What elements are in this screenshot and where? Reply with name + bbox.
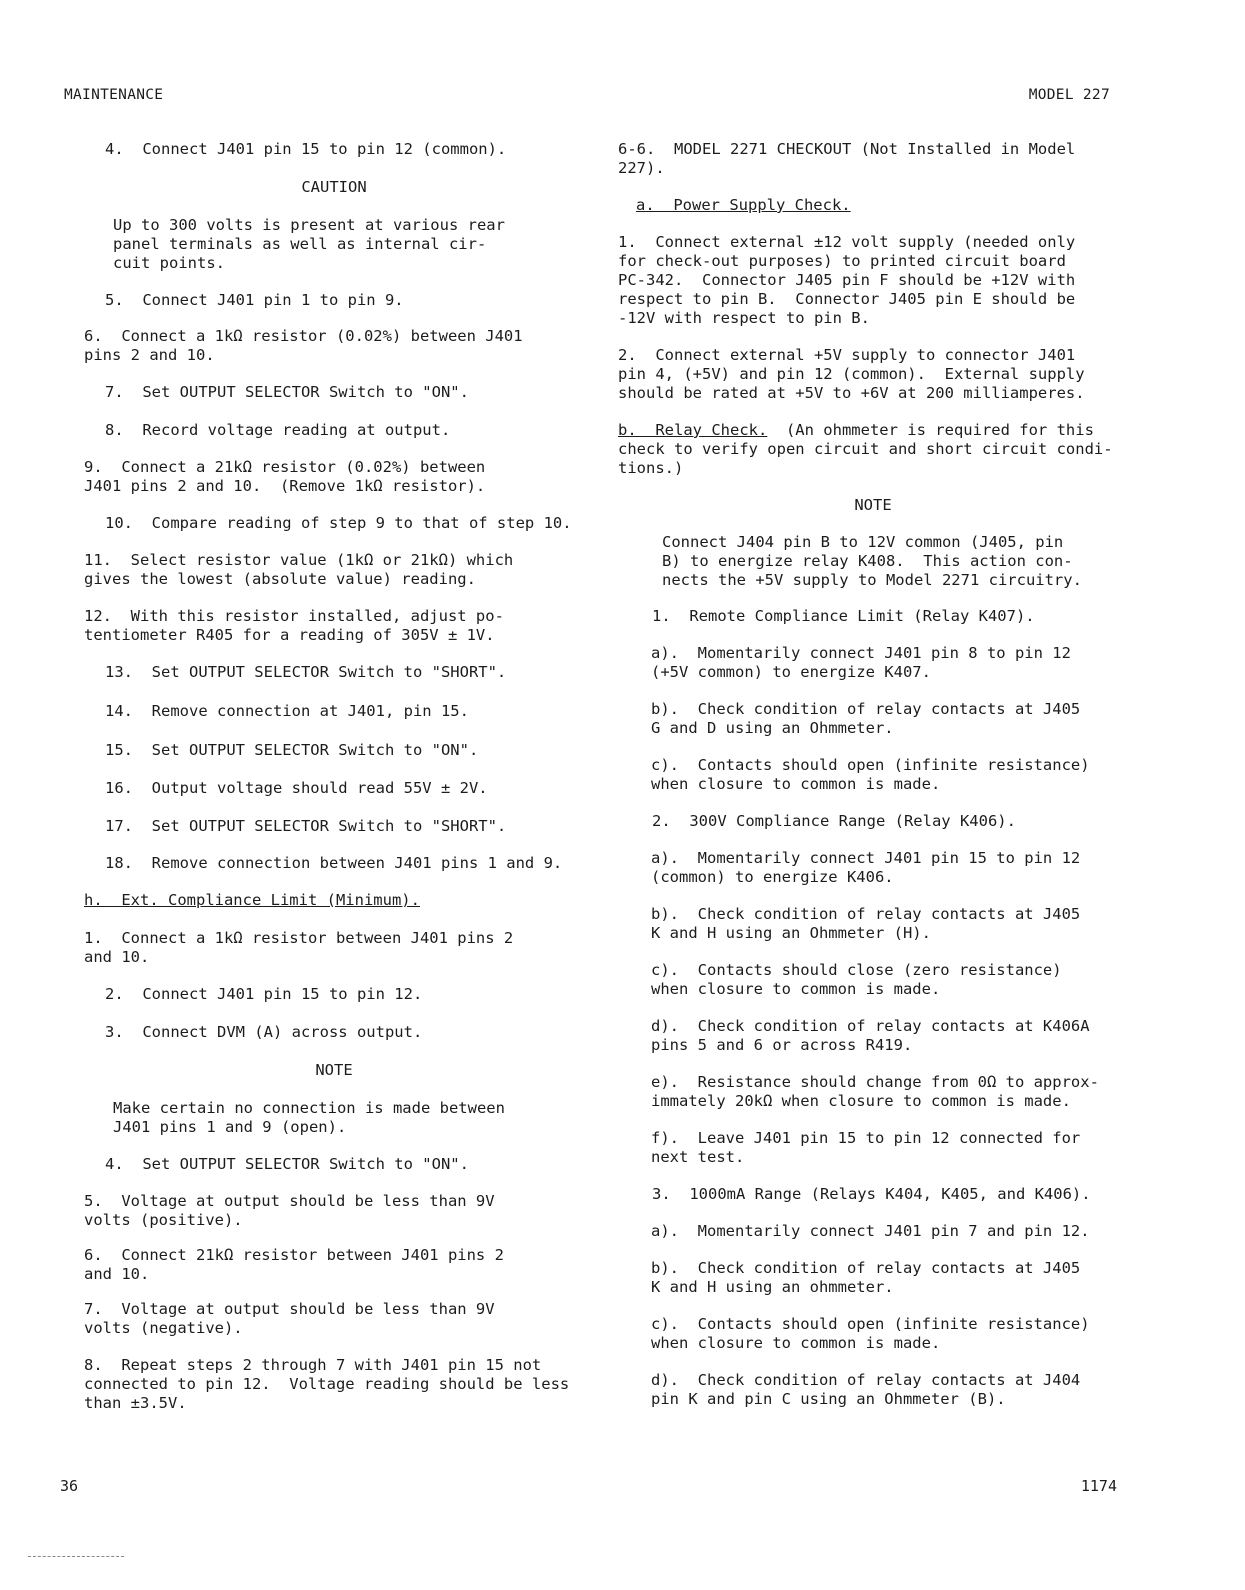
power-step-2: 2. Connect external +5V supply to connector J401 pin 4, (+5V) and pin 12 (common). External supply should be rated at +5V to +6V at 200 milliamperes.: [618, 346, 1085, 402]
relay-step-2: 2. 300V Compliance Range (Relay K406).: [652, 812, 1016, 830]
running-header-left: MAINTENANCE: [64, 87, 164, 103]
relay-2b: b). Check condition of relay contacts at J405 K and H using an Ohmmeter (H).: [651, 905, 1081, 942]
step-15: 15. Set OUTPUT SELECTOR Switch to "ON".: [105, 741, 479, 759]
step-10: 10. Compare reading of step 9 to that of step 10.: [105, 514, 572, 532]
relay-3a: a). Momentarily connect J401 pin 7 and pin 12.: [651, 1222, 1090, 1240]
note-text-right: Connect J404 pin B to 12V common (J405, pin B) to energize relay K408. This action con- nects the +5V supply to Model 2271 circuitry.: [662, 533, 1082, 589]
step-16: 16. Output voltage should read 55V ± 2V.: [105, 779, 488, 797]
h-step-5: 5. Voltage at output should be less than 9V volts (positive).: [84, 1192, 495, 1229]
relay-3c: c). Contacts should open (infinite resistance) when closure to common is made.: [651, 1315, 1090, 1352]
section-6-6-heading: 6-6. MODEL 2271 CHECKOUT (Not Installed in Model 227).: [618, 140, 1076, 177]
scan-artifact-line: [28, 1556, 124, 1557]
relay-check-text: (An ohmmeter is required for this check to verify open circuit and short circuit condi- tions.): [618, 421, 1113, 477]
relay-2a: a). Momentarily connect J401 pin 15 to pin 12 (common) to energize K406.: [651, 849, 1081, 886]
power-step-1: 1. Connect external ±12 volt supply (needed only for check-out purposes) to printed circuit board PC-342. Connector J405 pin F should be +12V with respect to pin B. Connector J405 pin E should be -12V with respect to pin B.: [618, 233, 1076, 327]
relay-1c: c). Contacts should open (infinite resistance) when closure to common is made.: [651, 756, 1090, 793]
step-11: 11. Select resistor value (1kΩ or 21kΩ) which gives the lowest (absolute value) reading.: [84, 551, 514, 588]
relay-2e: e). Resistance should change from 0Ω to approx- immately 20kΩ when closure to common is made.: [651, 1073, 1099, 1110]
step-9: 9. Connect a 21kΩ resistor (0.02%) between J401 pins 2 and 10. (Remove 1kΩ resistor).: [84, 458, 486, 495]
step-14: 14. Remove connection at J401, pin 15.: [105, 702, 469, 720]
h-step-1: 1. Connect a 1kΩ resistor between J401 pins 2 and 10.: [84, 929, 514, 966]
step-4: 4. Connect J401 pin 15 to pin 12 (common).: [105, 140, 507, 158]
relay-2c: c). Contacts should close (zero resistance) when closure to common is made.: [651, 961, 1062, 998]
h-step-8: 8. Repeat steps 2 through 7 with J401 pin 15 not connected to pin 12. Voltage reading should be less than ±3.5V.: [84, 1356, 570, 1412]
relay-2f: f). Leave J401 pin 15 to pin 12 connected for next test.: [651, 1129, 1081, 1166]
relay-1a: a). Momentarily connect J401 pin 8 to pin 12 (+5V common) to energize K407.: [651, 644, 1071, 681]
document-code: 1174: [1080, 1477, 1117, 1495]
relay-step-3: 3. 1000mA Range (Relays K404, K405, and K406).: [652, 1185, 1091, 1203]
step-13: 13. Set OUTPUT SELECTOR Switch to "SHORT".: [105, 663, 507, 681]
relay-2d: d). Check condition of relay contacts at K406A pins 5 and 6 or across R419.: [651, 1017, 1090, 1054]
note-heading: NOTE: [315, 1061, 353, 1079]
running-header-right: MODEL 227: [1028, 87, 1110, 103]
h-step-3: 3. Connect DVM (A) across output.: [105, 1023, 423, 1041]
step-6: 6. Connect a 1kΩ resistor (0.02%) between J401 pins 2 and 10.: [84, 327, 523, 364]
caution-heading: CAUTION: [301, 178, 367, 196]
right-column: [618, 140, 1128, 1409]
relay-3d: d). Check condition of relay contacts at J404 pin K and pin C using an Ohmmeter (B).: [651, 1371, 1081, 1408]
relay-check-heading: b. Relay Check.: [618, 421, 768, 439]
relay-step-1: 1. Remote Compliance Limit (Relay K407).: [652, 607, 1035, 625]
step-18: 18. Remove connection between J401 pins 1 and 9.: [105, 854, 563, 872]
h-step-6: 6. Connect 21kΩ resistor between J401 pins 2 and 10.: [84, 1246, 504, 1283]
note-heading-right: NOTE: [854, 496, 892, 514]
step-8: 8. Record voltage reading at output.: [105, 421, 451, 439]
step-12: 12. With this resistor installed, adjust po- tentiometer R405 for a reading of 305V ± 1V.: [84, 607, 504, 644]
relay-1b: b). Check condition of relay contacts at J405 G and D using an Ohmmeter.: [651, 700, 1081, 737]
h-step-4: 4. Set OUTPUT SELECTOR Switch to "ON".: [105, 1155, 469, 1173]
page-number: 36: [60, 1477, 79, 1495]
left-column: [84, 140, 584, 1413]
relay-3b: b). Check condition of relay contacts at J405 K and H using an ohmmeter.: [651, 1259, 1081, 1296]
step-7: 7. Set OUTPUT SELECTOR Switch to "ON".: [105, 383, 469, 401]
note-text: Make certain no connection is made between J401 pins 1 and 9 (open).: [113, 1099, 505, 1136]
relay-check-paragraph: [618, 421, 1128, 478]
step-5: 5. Connect J401 pin 1 to pin 9.: [105, 291, 404, 309]
h-step-7: 7. Voltage at output should be less than 9V volts (negative).: [84, 1300, 495, 1337]
section-h-heading: h. Ext. Compliance Limit (Minimum).: [84, 891, 420, 909]
power-supply-check-heading: a. Power Supply Check.: [636, 196, 851, 214]
caution-text: Up to 300 volts is present at various rear panel terminals as well as internal cir- cuit points.: [113, 216, 505, 272]
step-17: 17. Set OUTPUT SELECTOR Switch to "SHORT".: [105, 817, 507, 835]
h-step-2: 2. Connect J401 pin 15 to pin 12.: [105, 985, 423, 1003]
